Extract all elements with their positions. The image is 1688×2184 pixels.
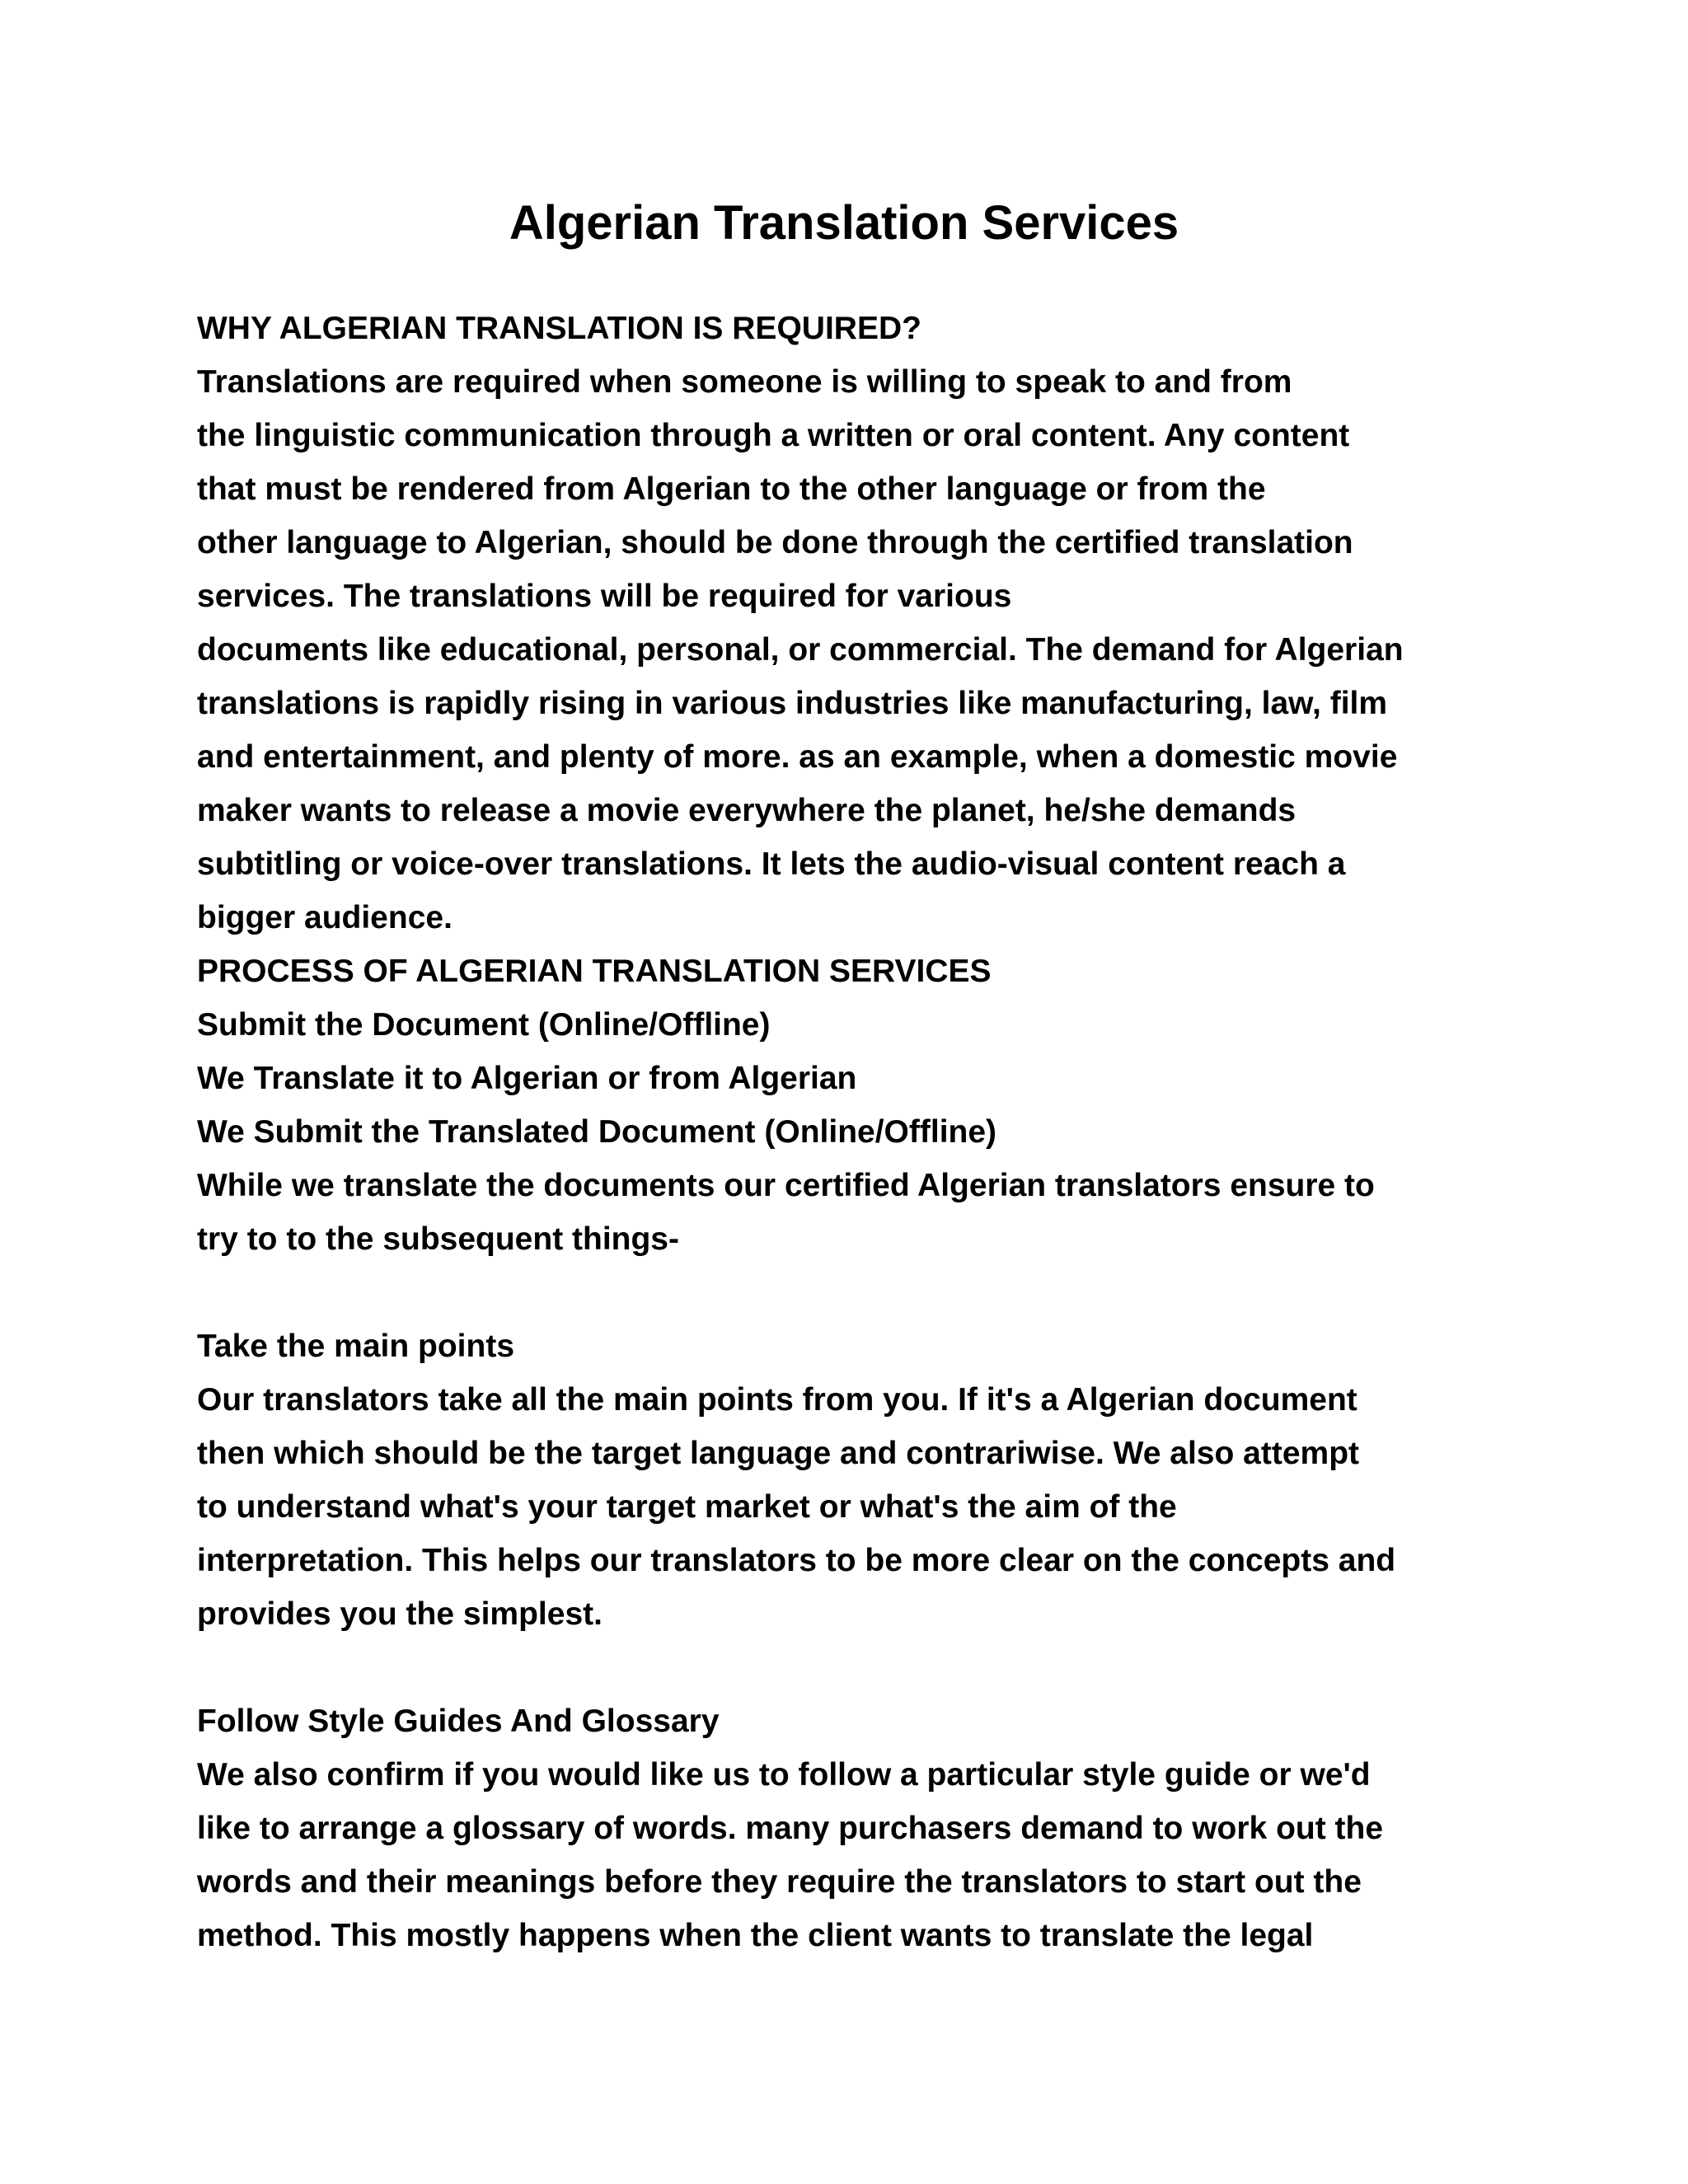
paragraph-line: then which should be the target language and contrariwise. We also attempt — [197, 1436, 1359, 1471]
paragraph-line: try to to the subsequent things- — [197, 1221, 679, 1257]
blank-line — [197, 1266, 1483, 1319]
paragraph-line: words and their meanings before they require the translators to start out the — [197, 1864, 1362, 1900]
paragraph-line: We also confirm if you would like us to follow a particular style guide or we'd — [197, 1757, 1371, 1793]
section-heading-process: PROCESS OF ALGERIAN TRANSLATION SERVICES — [197, 954, 992, 989]
paragraph-line: documents like educational, personal, or commercial. The demand for Algerian — [197, 632, 1404, 668]
paragraph-line: and entertainment, and plenty of more. as an example, when a domestic movie — [197, 739, 1398, 775]
paragraph-line: like to arrange a glossary of words. many purchasers demand to work out the — [197, 1811, 1384, 1846]
paragraph-line: While we translate the documents our certified Algerian translators ensure to — [197, 1168, 1375, 1203]
paragraph-line: maker wants to release a movie everywhere the planet, he/she demands — [197, 793, 1296, 828]
paragraph-line: provides you the simplest. — [197, 1596, 603, 1632]
subheading-style-guides: Follow Style Guides And Glossary — [197, 1704, 720, 1739]
paragraph-line: the linguistic communication through a written or oral content. Any content — [197, 418, 1350, 453]
subheading-main-points: Take the main points — [197, 1329, 515, 1364]
paragraph-line: that must be rendered from Algerian to the other language or from the — [197, 471, 1266, 507]
paragraph-line: interpretation. This helps our translators to be more clear on the concepts and — [197, 1543, 1396, 1578]
process-step: We Translate it to Algerian or from Algerian — [197, 1061, 857, 1096]
paragraph-line: bigger audience. — [197, 900, 452, 935]
process-step: We Submit the Translated Document (Online/Offline) — [197, 1114, 997, 1150]
paragraph-line: Translations are required when someone is willing to speak to and from — [197, 364, 1292, 400]
process-step: Submit the Document (Online/Offline) — [197, 1007, 771, 1043]
paragraph-line: Our translators take all the main points from you. If it's a Algerian document — [197, 1382, 1357, 1418]
paragraph-line: method. This mostly happens when the client wants to translate the legal — [197, 1918, 1314, 1953]
section-heading-why: WHY ALGERIAN TRANSLATION IS REQUIRED? — [197, 311, 921, 346]
document-body — [197, 302, 1483, 1962]
paragraph-line: subtitling or voice-over translations. It lets the audio-visual content reach a — [197, 846, 1346, 882]
paragraph-line: to understand what's your target market or what's the aim of the — [197, 1489, 1177, 1525]
paragraph-line: services. The translations will be required for various — [197, 579, 1012, 614]
paragraph-line: other language to Algerian, should be done through the certified translation — [197, 525, 1353, 560]
paragraph-line: translations is rapidly rising in various industries like manufacturing, law, film — [197, 686, 1388, 721]
blank-line — [197, 1641, 1483, 1694]
page-title: Algerian Translation Services — [509, 196, 1179, 250]
